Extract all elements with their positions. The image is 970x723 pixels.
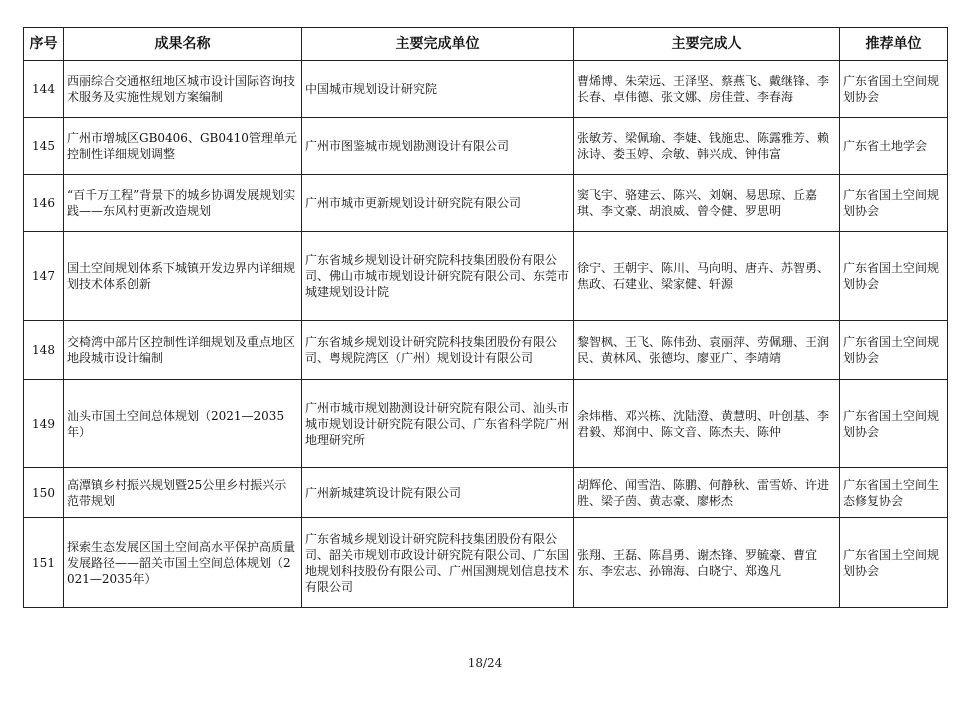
- cell-unit: 广东省城乡规划设计研究院科技集团股份有限公司、粤规院湾区（广州）规划设计有限公司: [302, 321, 574, 380]
- header-people: 主要完成人: [574, 28, 840, 61]
- table-row: [24, 380, 948, 468]
- cell-seq: 151: [24, 518, 64, 608]
- cell-seq: 148: [24, 321, 64, 380]
- cell-name: 交椅湾中部片区控制性详细规划及重点地区地段城市设计编制: [64, 321, 302, 380]
- cell-people: 黎智枫、王飞、陈伟劲、袁丽萍、劳佩珊、王润民、黄林风、张德均、廖亚广、李靖靖: [574, 321, 840, 380]
- cell-name: 汕头市国土空间总体规划（2021—2035年）: [64, 380, 302, 468]
- cell-recommender: 广东省国土空间规划协会: [840, 321, 948, 380]
- page-number: 18/24: [467, 656, 503, 670]
- cell-recommender: 广东省国土空间规划协会: [840, 380, 948, 468]
- cell-people: 胡辉伦、闻雪浩、陈鹏、何静秋、雷雪娇、许进胜、梁子茵、黄志豪、廖彬杰: [574, 468, 840, 518]
- cell-recommender: 广东省国土空间生态修复协会: [840, 468, 948, 518]
- cell-unit: 广州市图鉴城市规划勘测设计有限公司: [302, 118, 574, 175]
- table-row: [24, 518, 948, 608]
- cell-seq: 144: [24, 61, 64, 118]
- cell-seq: 145: [24, 118, 64, 175]
- header-row: [24, 28, 948, 61]
- cell-name: 西丽综合交通枢纽地区城市设计国际咨询技术服务及实施性规划方案编制: [64, 61, 302, 118]
- cell-seq: 149: [24, 380, 64, 468]
- table-row: [24, 175, 948, 232]
- table-row: [24, 321, 948, 380]
- cell-people: 张敏芳、梁佩瑜、李婕、钱施忠、陈露雅芳、赖泳诗、娄玉婷、佘敏、韩兴成、钟伟富: [574, 118, 840, 175]
- cell-seq: 146: [24, 175, 64, 232]
- cell-unit: 广州市城市更新规划设计研究院有限公司: [302, 175, 574, 232]
- cell-recommender: 广东省国土空间规划协会: [840, 61, 948, 118]
- header-recommender: 推荐单位: [840, 28, 948, 61]
- cell-recommender: 广东省国土空间规划协会: [840, 518, 948, 608]
- cell-seq: 147: [24, 232, 64, 321]
- cell-unit: 广东省城乡规划设计研究院科技集团股份有限公司、韶关市规划市政设计研究院有限公司、广东国地规划科技股份有限公司、广州国测规划信息技术有限公司: [302, 518, 574, 608]
- cell-name: 高潭镇乡村振兴规划暨25公里乡村振兴示范带规划: [64, 468, 302, 518]
- table-row: [24, 118, 948, 175]
- results-table: [23, 27, 948, 608]
- table-row: [24, 61, 948, 118]
- cell-recommender: 广东省土地学会: [840, 118, 948, 175]
- cell-people: 徐宁、王朝宇、陈川、马向明、唐卉、苏智勇、焦政、石建业、梁家健、轩源: [574, 232, 840, 321]
- table-row: [24, 232, 948, 321]
- cell-recommender: 广东省国土空间规划协会: [840, 175, 948, 232]
- cell-unit: 中国城市规划设计研究院: [302, 61, 574, 118]
- cell-people: 窦飞宇、骆建云、陈兴、刘娴、易思琼、丘嘉琪、李文豪、胡浪威、曾令健、罗思明: [574, 175, 840, 232]
- cell-people: 余炜楷、邓兴栋、沈陆澄、黄慧明、叶创基、李君毅、郑润中、陈文音、陈杰夫、陈仲: [574, 380, 840, 468]
- cell-people: 曹烯博、朱荣远、王泽坚、蔡燕飞、戴继锋、李长春、卓伟德、张文娜、房佳萱、李春海: [574, 61, 840, 118]
- cell-unit: 广东省城乡规划设计研究院科技集团股份有限公司、佛山市城市规划设计研究院有限公司、东莞市城建规划设计院: [302, 232, 574, 321]
- cell-name: 探索生态发展区国土空间高水平保护高质量发展路径——韶关市国土空间总体规划（2021—2035年）: [64, 518, 302, 608]
- cell-name: “百千万工程”背景下的城乡协调发展规划实践——东风村更新改造规划: [64, 175, 302, 232]
- cell-unit: 广州新城建筑设计院有限公司: [302, 468, 574, 518]
- cell-seq: 150: [24, 468, 64, 518]
- cell-name: 国土空间规划体系下城镇开发边界内详细规划技术体系创新: [64, 232, 302, 321]
- header-name: 成果名称: [64, 28, 302, 61]
- cell-name: 广州市增城区GB0406、GB0410管理单元控制性详细规划调整: [64, 118, 302, 175]
- cell-recommender: 广东省国土空间规划协会: [840, 232, 948, 321]
- cell-people: 张翔、王磊、陈昌勇、谢杰锋、罗毓豪、曹宜东、李宏志、孙锦海、白晓宁、郑逸凡: [574, 518, 840, 608]
- cell-unit: 广州市城市规划勘测设计研究院有限公司、汕头市城市规划设计研究院有限公司、广东省科学院广州地理研究所: [302, 380, 574, 468]
- header-unit: 主要完成单位: [302, 28, 574, 61]
- table-row: [24, 468, 948, 518]
- header-seq: 序号: [24, 28, 64, 61]
